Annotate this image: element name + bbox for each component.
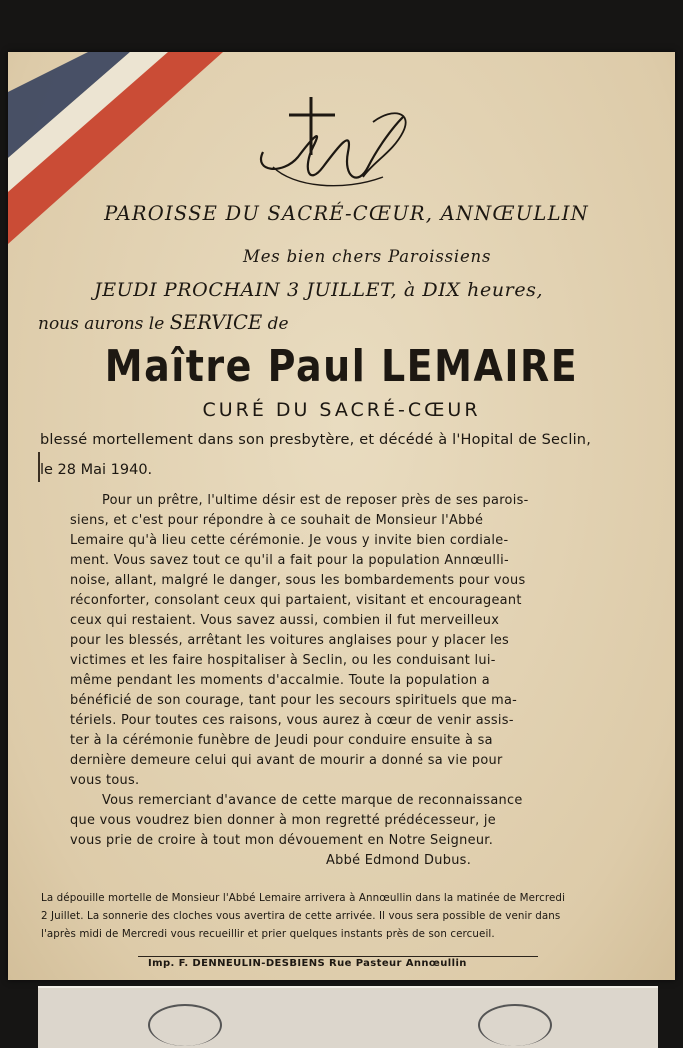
circumstance: blessé mortellement dans son presbytère, et décédé à l'Hopital de Seclin, <box>40 432 592 448</box>
body-line: vous tous. <box>70 773 140 788</box>
note-line: l'après midi de Mercredi vous recueillir et prier quelques instants près de son cercueil. <box>41 928 495 940</box>
photo-card-edge <box>38 986 658 1048</box>
note-line: 2 Juillet. La sonnerie des cloches vous avertira de cette arrivée. Il vous sera possible de venir dans <box>41 910 561 922</box>
service-prefix: nous aurons le <box>38 314 165 334</box>
printer-imprint: Imp. F. DENNEULIN-DESBIENS Rue Pasteur Annœullin <box>148 958 467 969</box>
body-line: dernière demeure celui qui avant de mourir a donné sa vie pour <box>70 753 503 768</box>
funeral-notice <box>8 52 675 980</box>
portrait-oval <box>148 1004 222 1046</box>
body-line: Pour un prêtre, l'ultime désir est de reposer près de ses parois- <box>102 493 529 508</box>
death-date: le 28 Mai 1940. <box>40 462 153 478</box>
service-suffix: de <box>267 314 289 334</box>
greeting: Mes bien chers Paroissiens <box>243 247 492 266</box>
body-line: Vous remerciant d'avance de cette marque de reconnaissance <box>102 793 523 808</box>
body-line: même pendant les moments d'accalmie. Toute la population a <box>70 673 490 688</box>
body-line: tériels. Pour toutes ces raisons, vous aurez à cœur de venir assis- <box>70 713 514 728</box>
note-line: La dépouille mortelle de Monsieur l'Abbé Lemaire arrivera à Annœullin dans la matinée de Mercredi <box>41 892 566 904</box>
body-line: bénéficié de son courage, tant pour les secours spirituels que ma- <box>70 693 518 708</box>
body-line: que vous voudrez bien donner à mon regretté prédécesseur, je <box>70 813 496 828</box>
deceased-name: Maître Paul LEMAIRE <box>104 340 579 392</box>
portrait-oval <box>478 1004 552 1046</box>
body-line: réconforter, consolant ceux qui partaient, visitant et encourageant <box>70 593 522 608</box>
cross-monogram-logo <box>253 97 423 202</box>
service-line <box>38 311 289 334</box>
parish-heading: PAROISSE DU SACRÉ-CŒUR, ANNŒULLIN <box>104 202 589 225</box>
printer-rule <box>138 956 538 957</box>
body-line: siens, et c'est pour répondre à ce souhait de Monsieur l'Abbé <box>70 513 484 528</box>
body-line: victimes et les faire hospitaliser à Seclin, ou les conduisant lui- <box>70 653 496 668</box>
body-line: vous prie de croire à tout mon dévouement en Notre Seigneur. <box>70 833 494 848</box>
body-line: Lemaire qu'à lieu cette cérémonie. Je vous y invite bien cordiale- <box>70 533 509 548</box>
body-line: ceux qui restaient. Vous savez aussi, combien il fut merveilleux <box>70 613 500 628</box>
deceased-title: CURÉ DU SACRÉ-CŒUR <box>202 399 481 421</box>
body-line: ment. Vous savez tout ce qu'il a fait pour la population Annœulli- <box>70 553 509 568</box>
service-word: SERVICE <box>169 311 263 334</box>
body-line: noise, allant, malgré le danger, sous les bombardements pour vous <box>70 573 526 588</box>
signature: Abbé Edmond Dubus. <box>326 853 472 868</box>
body-line: ter à la cérémonie funèbre de Jeudi pour conduire ensuite à sa <box>70 733 493 748</box>
service-date: JEUDI PROCHAIN 3 JUILLET, à DIX heures, <box>94 279 544 301</box>
body-line: pour les blessés, arrêtant les voitures anglaises pour y placer les <box>70 633 510 648</box>
